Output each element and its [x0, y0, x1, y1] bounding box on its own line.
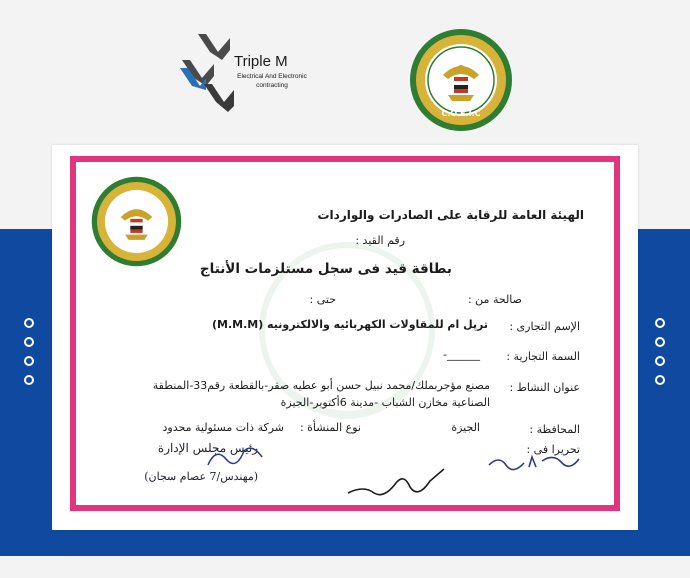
goeic-seal-logo — [408, 27, 514, 133]
dot — [655, 356, 665, 366]
dot — [24, 337, 34, 347]
trade-name-label: الإسم التجارى : — [509, 320, 580, 333]
seal-ring-text: C.O.E.I.C — [441, 109, 481, 118]
governorate-value: الجيزة — [451, 421, 480, 434]
dot — [24, 318, 34, 328]
governorate-label: المحافظة : — [529, 423, 580, 436]
brand-tagline — [234, 72, 310, 90]
eagle-seal-icon — [90, 175, 183, 268]
tagline-line-1: Electrical And Electronic — [237, 73, 307, 80]
dot — [655, 375, 665, 385]
dot — [655, 318, 665, 328]
dot — [655, 337, 665, 347]
until-label: حتى : — [309, 293, 336, 306]
trademark-label: السمة التجارية : — [506, 350, 580, 363]
left-dots — [24, 318, 34, 385]
activity-address-label: عنوان النشاط : — [509, 381, 580, 394]
valid-from-label: صالحة من : — [467, 293, 522, 306]
right-dots — [655, 318, 665, 385]
authority-name: الهيئة العامة للرقابة على الصادرات والواردات — [317, 208, 584, 222]
trademark-value: ______- — [443, 348, 480, 361]
activity-address-line1: مصنع مؤجربملك/محمد نبيل حسن أبو عطيه صقر-بالقطعة رقم33-المنطقة — [152, 379, 490, 392]
dot — [24, 375, 34, 385]
establishment-type-value: شركة ذات مسئولية محدود — [162, 421, 284, 434]
activity-address-line2: الصناعية مخازن الشباب -مدينة 6أكتوبر-الجيزة — [280, 396, 490, 409]
certificate-card — [52, 145, 638, 530]
handwritten-signature-center — [344, 463, 454, 503]
certificate-title: بطاقة قيد فى سجل مستلزمات الأنتاج — [199, 261, 452, 277]
reg-no-label: رقم القيد : — [355, 234, 405, 247]
mmm-logo-icon — [178, 32, 238, 114]
tagline-line-2: contracting — [256, 82, 288, 89]
trade-name-value: ترپل ام للمقاولات الكهربائيه والالكترونيه (M.M.M) — [211, 318, 488, 331]
board-chair-name: (مهندس/7 عصام سجان) — [144, 470, 258, 483]
handwritten-signature-left — [202, 441, 272, 473]
dot — [24, 356, 34, 366]
handwritten-signature-right — [484, 447, 584, 477]
brand-name: Triple M — [234, 53, 288, 70]
issued-label: تحريرا فى : — [526, 443, 580, 456]
card-seal — [90, 175, 183, 268]
triple-m-logo — [178, 32, 313, 114]
board-chair-title: رئيس مجلس الإدارة — [157, 441, 258, 455]
establishment-type-label: نوع المنشأة : — [299, 421, 361, 434]
